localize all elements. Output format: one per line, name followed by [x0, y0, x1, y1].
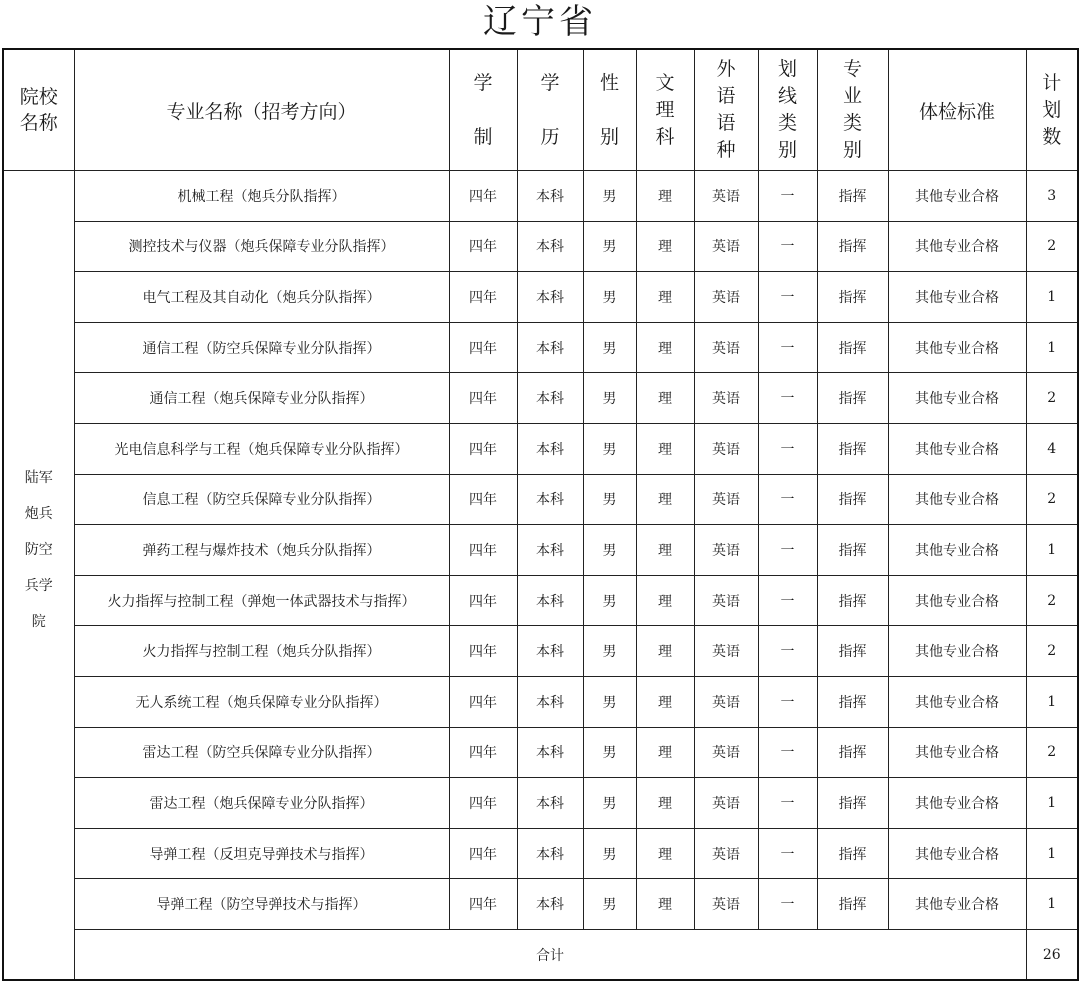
table-row — [3, 879, 1078, 930]
cell-degree: 本科 — [517, 373, 583, 424]
cell-language: 英语 — [694, 474, 758, 525]
cell-language: 英语 — [694, 676, 758, 727]
cell-duration: 四年 — [449, 676, 517, 727]
cell-major-type: 指挥 — [817, 626, 888, 677]
cell-language: 英语 — [694, 373, 758, 424]
cell-major: 光电信息科学与工程（炮兵保障专业分队指挥） — [74, 423, 449, 474]
cell-plan: 2 — [1026, 727, 1078, 778]
table-row — [3, 373, 1078, 424]
cell-physical: 其他专业合格 — [888, 423, 1026, 474]
cell-subject: 理 — [636, 879, 694, 930]
cell-major-type: 指挥 — [817, 676, 888, 727]
cell-gender: 男 — [583, 676, 636, 727]
cell-plan: 1 — [1026, 828, 1078, 879]
total-value: 26 — [1026, 930, 1078, 981]
cell-gender: 男 — [583, 727, 636, 778]
cell-plan: 1 — [1026, 778, 1078, 829]
cell-line-type: 一 — [758, 423, 817, 474]
cell-plan: 2 — [1026, 575, 1078, 626]
cell-major-type: 指挥 — [817, 272, 888, 323]
cell-duration: 四年 — [449, 221, 517, 272]
cell-degree: 本科 — [517, 171, 583, 222]
cell-major: 通信工程（炮兵保障专业分队指挥） — [74, 373, 449, 424]
header-major-type: 专业类别 — [817, 49, 888, 171]
table-row — [3, 171, 1078, 222]
cell-physical: 其他专业合格 — [888, 525, 1026, 576]
table-row — [3, 272, 1078, 323]
header-major: 专业名称（招考方向） — [74, 49, 449, 171]
cell-degree: 本科 — [517, 423, 583, 474]
cell-physical: 其他专业合格 — [888, 221, 1026, 272]
cell-major: 弹药工程与爆炸技术（炮兵分队指挥） — [74, 525, 449, 576]
cell-major-type: 指挥 — [817, 373, 888, 424]
cell-major-type: 指挥 — [817, 727, 888, 778]
cell-line-type: 一 — [758, 676, 817, 727]
cell-degree: 本科 — [517, 727, 583, 778]
cell-duration: 四年 — [449, 373, 517, 424]
cell-subject: 理 — [636, 727, 694, 778]
table-row — [3, 322, 1078, 373]
cell-duration: 四年 — [449, 322, 517, 373]
cell-language: 英语 — [694, 171, 758, 222]
cell-subject: 理 — [636, 626, 694, 677]
header-language: 外语语种 — [694, 49, 758, 171]
cell-gender: 男 — [583, 474, 636, 525]
cell-physical: 其他专业合格 — [888, 828, 1026, 879]
total-row — [3, 930, 1078, 981]
cell-physical: 其他专业合格 — [888, 322, 1026, 373]
cell-language: 英语 — [694, 575, 758, 626]
cell-plan: 1 — [1026, 676, 1078, 727]
header-duration: 学制 — [449, 49, 517, 171]
cell-degree: 本科 — [517, 879, 583, 930]
cell-major: 雷达工程（炮兵保障专业分队指挥） — [74, 778, 449, 829]
table-header-row — [3, 49, 1078, 171]
cell-major: 火力指挥与控制工程（弹炮一体武器技术与指挥） — [74, 575, 449, 626]
cell-subject: 理 — [636, 322, 694, 373]
cell-physical: 其他专业合格 — [888, 626, 1026, 677]
cell-major-type: 指挥 — [817, 828, 888, 879]
cell-subject: 理 — [636, 221, 694, 272]
cell-plan: 1 — [1026, 525, 1078, 576]
cell-subject: 理 — [636, 525, 694, 576]
cell-physical: 其他专业合格 — [888, 879, 1026, 930]
cell-major-type: 指挥 — [817, 423, 888, 474]
table-row — [3, 828, 1078, 879]
cell-duration: 四年 — [449, 778, 517, 829]
cell-plan: 2 — [1026, 221, 1078, 272]
total-label: 合计 — [74, 930, 1026, 981]
header-college: 院校名称 — [3, 49, 74, 171]
cell-degree: 本科 — [517, 525, 583, 576]
cell-duration: 四年 — [449, 171, 517, 222]
cell-major: 信息工程（防空兵保障专业分队指挥） — [74, 474, 449, 525]
cell-degree: 本科 — [517, 322, 583, 373]
cell-gender: 男 — [583, 626, 636, 677]
cell-degree: 本科 — [517, 474, 583, 525]
cell-line-type: 一 — [758, 474, 817, 525]
cell-language: 英语 — [694, 322, 758, 373]
cell-line-type: 一 — [758, 727, 817, 778]
cell-line-type: 一 — [758, 373, 817, 424]
table-row — [3, 474, 1078, 525]
cell-plan: 2 — [1026, 626, 1078, 677]
cell-line-type: 一 — [758, 626, 817, 677]
cell-major: 无人系统工程（炮兵保障专业分队指挥） — [74, 676, 449, 727]
cell-major-type: 指挥 — [817, 575, 888, 626]
cell-subject: 理 — [636, 828, 694, 879]
cell-language: 英语 — [694, 272, 758, 323]
cell-plan: 4 — [1026, 423, 1078, 474]
cell-duration: 四年 — [449, 575, 517, 626]
header-subject: 文理科 — [636, 49, 694, 171]
header-gender: 性别 — [583, 49, 636, 171]
cell-subject: 理 — [636, 575, 694, 626]
cell-line-type: 一 — [758, 828, 817, 879]
page-title: 辽宁省 — [483, 2, 597, 42]
cell-language: 英语 — [694, 221, 758, 272]
table-row — [3, 676, 1078, 727]
cell-gender: 男 — [583, 423, 636, 474]
cell-major-type: 指挥 — [817, 171, 888, 222]
cell-line-type: 一 — [758, 221, 817, 272]
cell-subject: 理 — [636, 474, 694, 525]
table-row — [3, 575, 1078, 626]
enrollment-plan-table — [2, 48, 1079, 981]
cell-plan: 1 — [1026, 322, 1078, 373]
cell-major: 导弹工程（反坦克导弹技术与指挥） — [74, 828, 449, 879]
cell-line-type: 一 — [758, 525, 817, 576]
cell-subject: 理 — [636, 171, 694, 222]
college-name: 陆军炮兵防空兵学院 — [24, 470, 53, 631]
cell-duration: 四年 — [449, 727, 517, 778]
cell-plan: 2 — [1026, 474, 1078, 525]
cell-duration: 四年 — [449, 525, 517, 576]
cell-line-type: 一 — [758, 879, 817, 930]
cell-major: 机械工程（炮兵分队指挥） — [74, 171, 449, 222]
cell-major-type: 指挥 — [817, 322, 888, 373]
cell-language: 英语 — [694, 727, 758, 778]
cell-duration: 四年 — [449, 474, 517, 525]
cell-line-type: 一 — [758, 171, 817, 222]
total-blank-cell — [3, 930, 74, 981]
cell-degree: 本科 — [517, 778, 583, 829]
cell-physical: 其他专业合格 — [888, 272, 1026, 323]
cell-physical: 其他专业合格 — [888, 727, 1026, 778]
header-physical: 体检标准 — [888, 49, 1026, 171]
header-line-type: 划线类别 — [758, 49, 817, 171]
cell-plan: 1 — [1026, 879, 1078, 930]
cell-subject: 理 — [636, 423, 694, 474]
cell-gender: 男 — [583, 828, 636, 879]
cell-degree: 本科 — [517, 626, 583, 677]
cell-gender: 男 — [583, 272, 636, 323]
cell-gender: 男 — [583, 221, 636, 272]
cell-subject: 理 — [636, 272, 694, 323]
cell-line-type: 一 — [758, 575, 817, 626]
table-body — [3, 171, 1078, 930]
table-row — [3, 626, 1078, 677]
cell-line-type: 一 — [758, 272, 817, 323]
cell-major-type: 指挥 — [817, 778, 888, 829]
cell-line-type: 一 — [758, 322, 817, 373]
cell-degree: 本科 — [517, 272, 583, 323]
cell-major-type: 指挥 — [817, 525, 888, 576]
cell-physical: 其他专业合格 — [888, 676, 1026, 727]
cell-duration: 四年 — [449, 272, 517, 323]
cell-degree: 本科 — [517, 676, 583, 727]
cell-gender: 男 — [583, 778, 636, 829]
cell-physical: 其他专业合格 — [888, 373, 1026, 424]
header-plan: 计划数 — [1026, 49, 1078, 171]
college-name-cell — [3, 171, 74, 930]
cell-gender: 男 — [583, 322, 636, 373]
cell-duration: 四年 — [449, 626, 517, 677]
cell-major: 电气工程及其自动化（炮兵分队指挥） — [74, 272, 449, 323]
cell-duration: 四年 — [449, 879, 517, 930]
cell-gender: 男 — [583, 373, 636, 424]
table-row — [3, 525, 1078, 576]
cell-major: 通信工程（防空兵保障专业分队指挥） — [74, 322, 449, 373]
cell-language: 英语 — [694, 423, 758, 474]
cell-gender: 男 — [583, 525, 636, 576]
cell-plan: 2 — [1026, 373, 1078, 424]
cell-major: 雷达工程（防空兵保障专业分队指挥） — [74, 727, 449, 778]
table-row — [3, 221, 1078, 272]
cell-plan: 3 — [1026, 171, 1078, 222]
cell-major: 导弹工程（防空导弹技术与指挥） — [74, 879, 449, 930]
cell-physical: 其他专业合格 — [888, 171, 1026, 222]
cell-duration: 四年 — [449, 423, 517, 474]
cell-language: 英语 — [694, 778, 758, 829]
cell-major-type: 指挥 — [817, 221, 888, 272]
cell-language: 英语 — [694, 828, 758, 879]
header-degree: 学历 — [517, 49, 583, 171]
cell-degree: 本科 — [517, 221, 583, 272]
cell-language: 英语 — [694, 525, 758, 576]
cell-duration: 四年 — [449, 828, 517, 879]
cell-line-type: 一 — [758, 778, 817, 829]
cell-subject: 理 — [636, 676, 694, 727]
cell-subject: 理 — [636, 373, 694, 424]
cell-physical: 其他专业合格 — [888, 575, 1026, 626]
cell-gender: 男 — [583, 879, 636, 930]
cell-gender: 男 — [583, 575, 636, 626]
cell-plan: 1 — [1026, 272, 1078, 323]
cell-major-type: 指挥 — [817, 879, 888, 930]
cell-subject: 理 — [636, 778, 694, 829]
cell-degree: 本科 — [517, 575, 583, 626]
cell-physical: 其他专业合格 — [888, 474, 1026, 525]
cell-major-type: 指挥 — [817, 474, 888, 525]
cell-language: 英语 — [694, 626, 758, 677]
table-row — [3, 778, 1078, 829]
cell-major: 火力指挥与控制工程（炮兵分队指挥） — [74, 626, 449, 677]
cell-major: 测控技术与仪器（炮兵保障专业分队指挥） — [74, 221, 449, 272]
cell-degree: 本科 — [517, 828, 583, 879]
cell-language: 英语 — [694, 879, 758, 930]
cell-gender: 男 — [583, 171, 636, 222]
cell-physical: 其他专业合格 — [888, 778, 1026, 829]
table-row — [3, 727, 1078, 778]
table-row — [3, 423, 1078, 474]
